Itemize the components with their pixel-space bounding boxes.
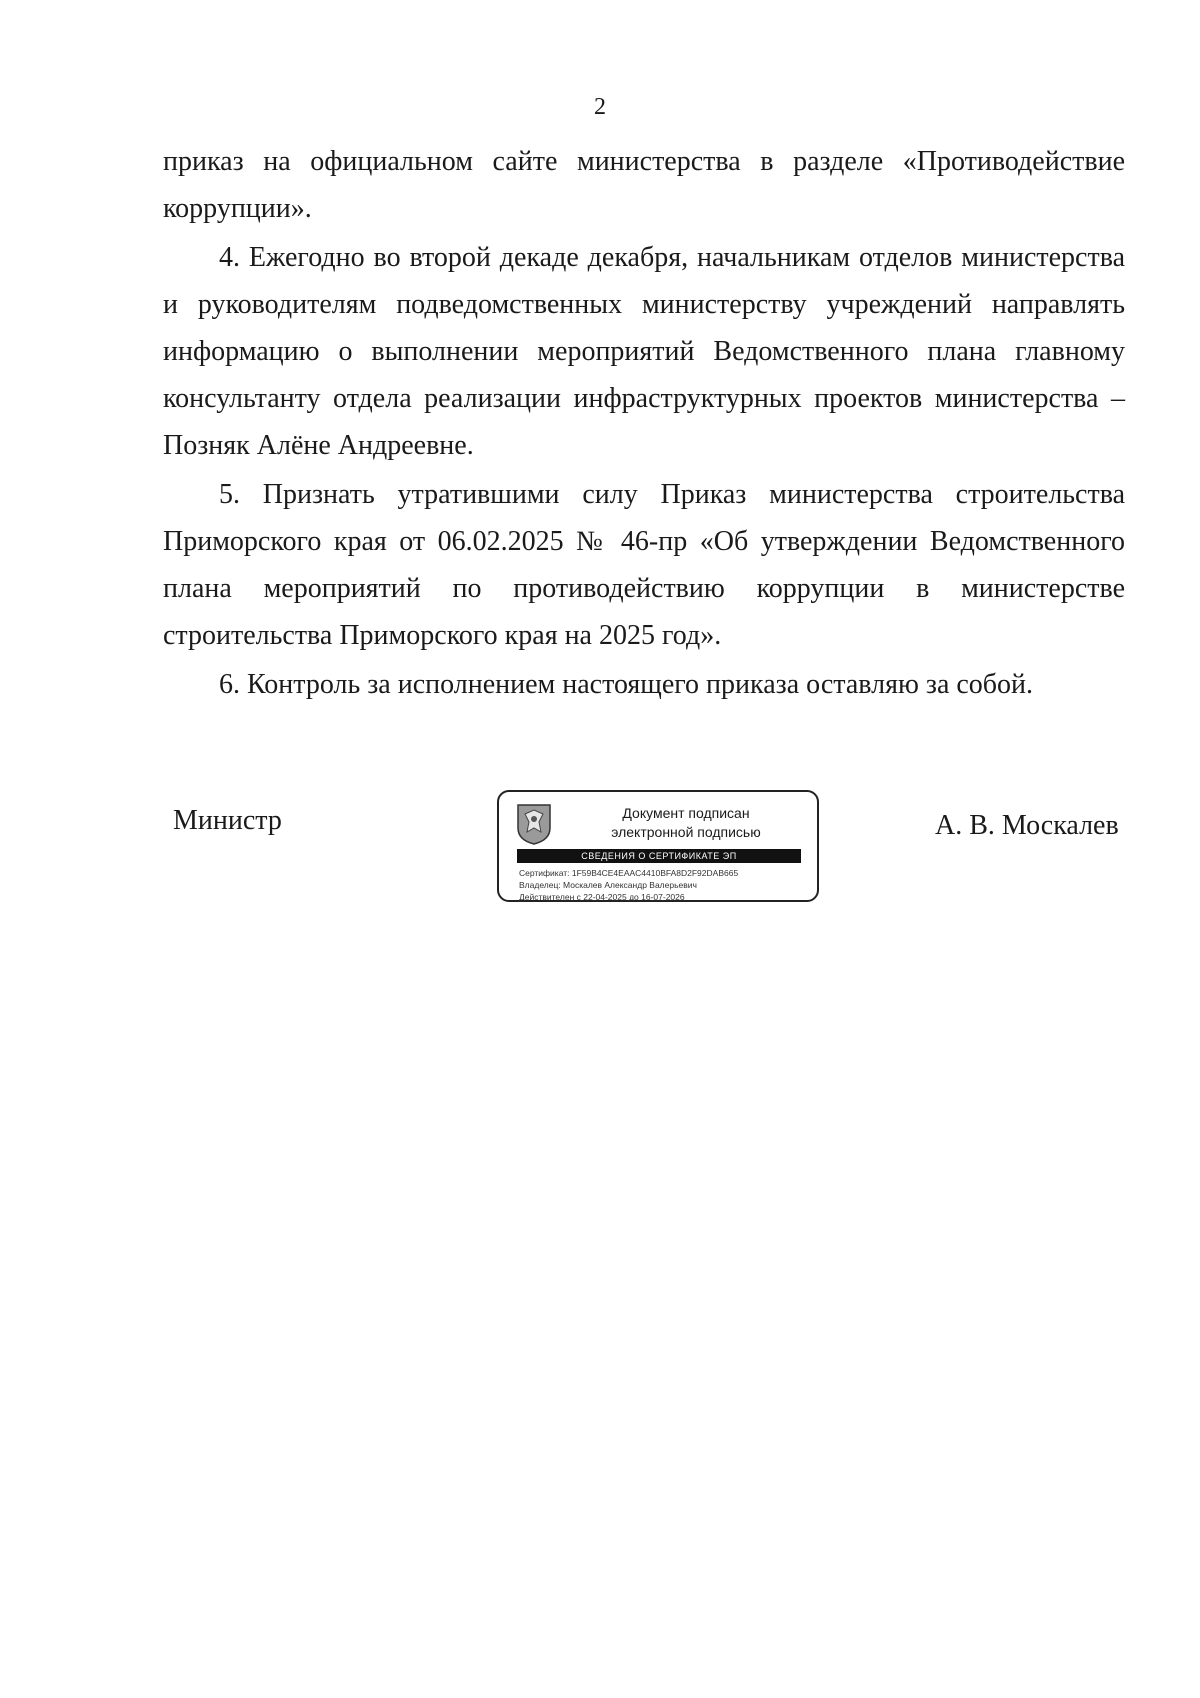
certificate-validity: Действителен с 22-04-2025 до 16-07-2026	[519, 892, 685, 902]
certificate-owner: Владелец: Москалев Александр Валерьевич	[519, 880, 697, 890]
document-body	[163, 138, 1125, 710]
paragraph-item-5: 5. Признать утратившими силу Приказ министерства строительства Приморского края от 06.02.2025 № 46-пр «Об утверждении Ведомственного плана мероприятий по противодействию коррупции в министерстве строительства Приморского края на 2025 год».	[163, 479, 1125, 651]
electronic-signature-stamp	[497, 790, 819, 902]
stamp-title-line-2: электронной подписью	[611, 824, 761, 840]
page-number: 2	[594, 94, 606, 120]
signature-block	[0, 790, 1200, 930]
signer-name: А. В. Москалев	[935, 810, 1119, 841]
stamp-title	[561, 804, 811, 842]
paragraph-item-4: 4. Ежегодно во второй декаде декабря, начальникам отделов министерства и руководителям подведомственных министерству учреждений направлять информацию о выполнении мероприятий Ведомственного плана главному консультанту отдела реализации инфраструктурных проектов министерства – Позняк Алёне Андреевне.	[163, 242, 1125, 461]
paragraph-item-6: 6. Контроль за исполнением настоящего приказа оставляю за собой.	[219, 669, 1034, 700]
signer-position: Министр	[173, 805, 282, 836]
certificate-header: СВЕДЕНИЯ О СЕРТИФИКАТЕ ЭП	[517, 849, 801, 863]
certificate-number: Сертификат: 1F59B4CE4EAAC4410BFA8D2F92DAB665	[519, 868, 739, 878]
paragraph-continuation: приказ на официальном сайте министерства в разделе «Противодействие коррупции».	[163, 146, 1125, 224]
stamp-title-line-1: Документ подписан	[622, 805, 750, 821]
coat-of-arms-icon	[515, 802, 553, 846]
